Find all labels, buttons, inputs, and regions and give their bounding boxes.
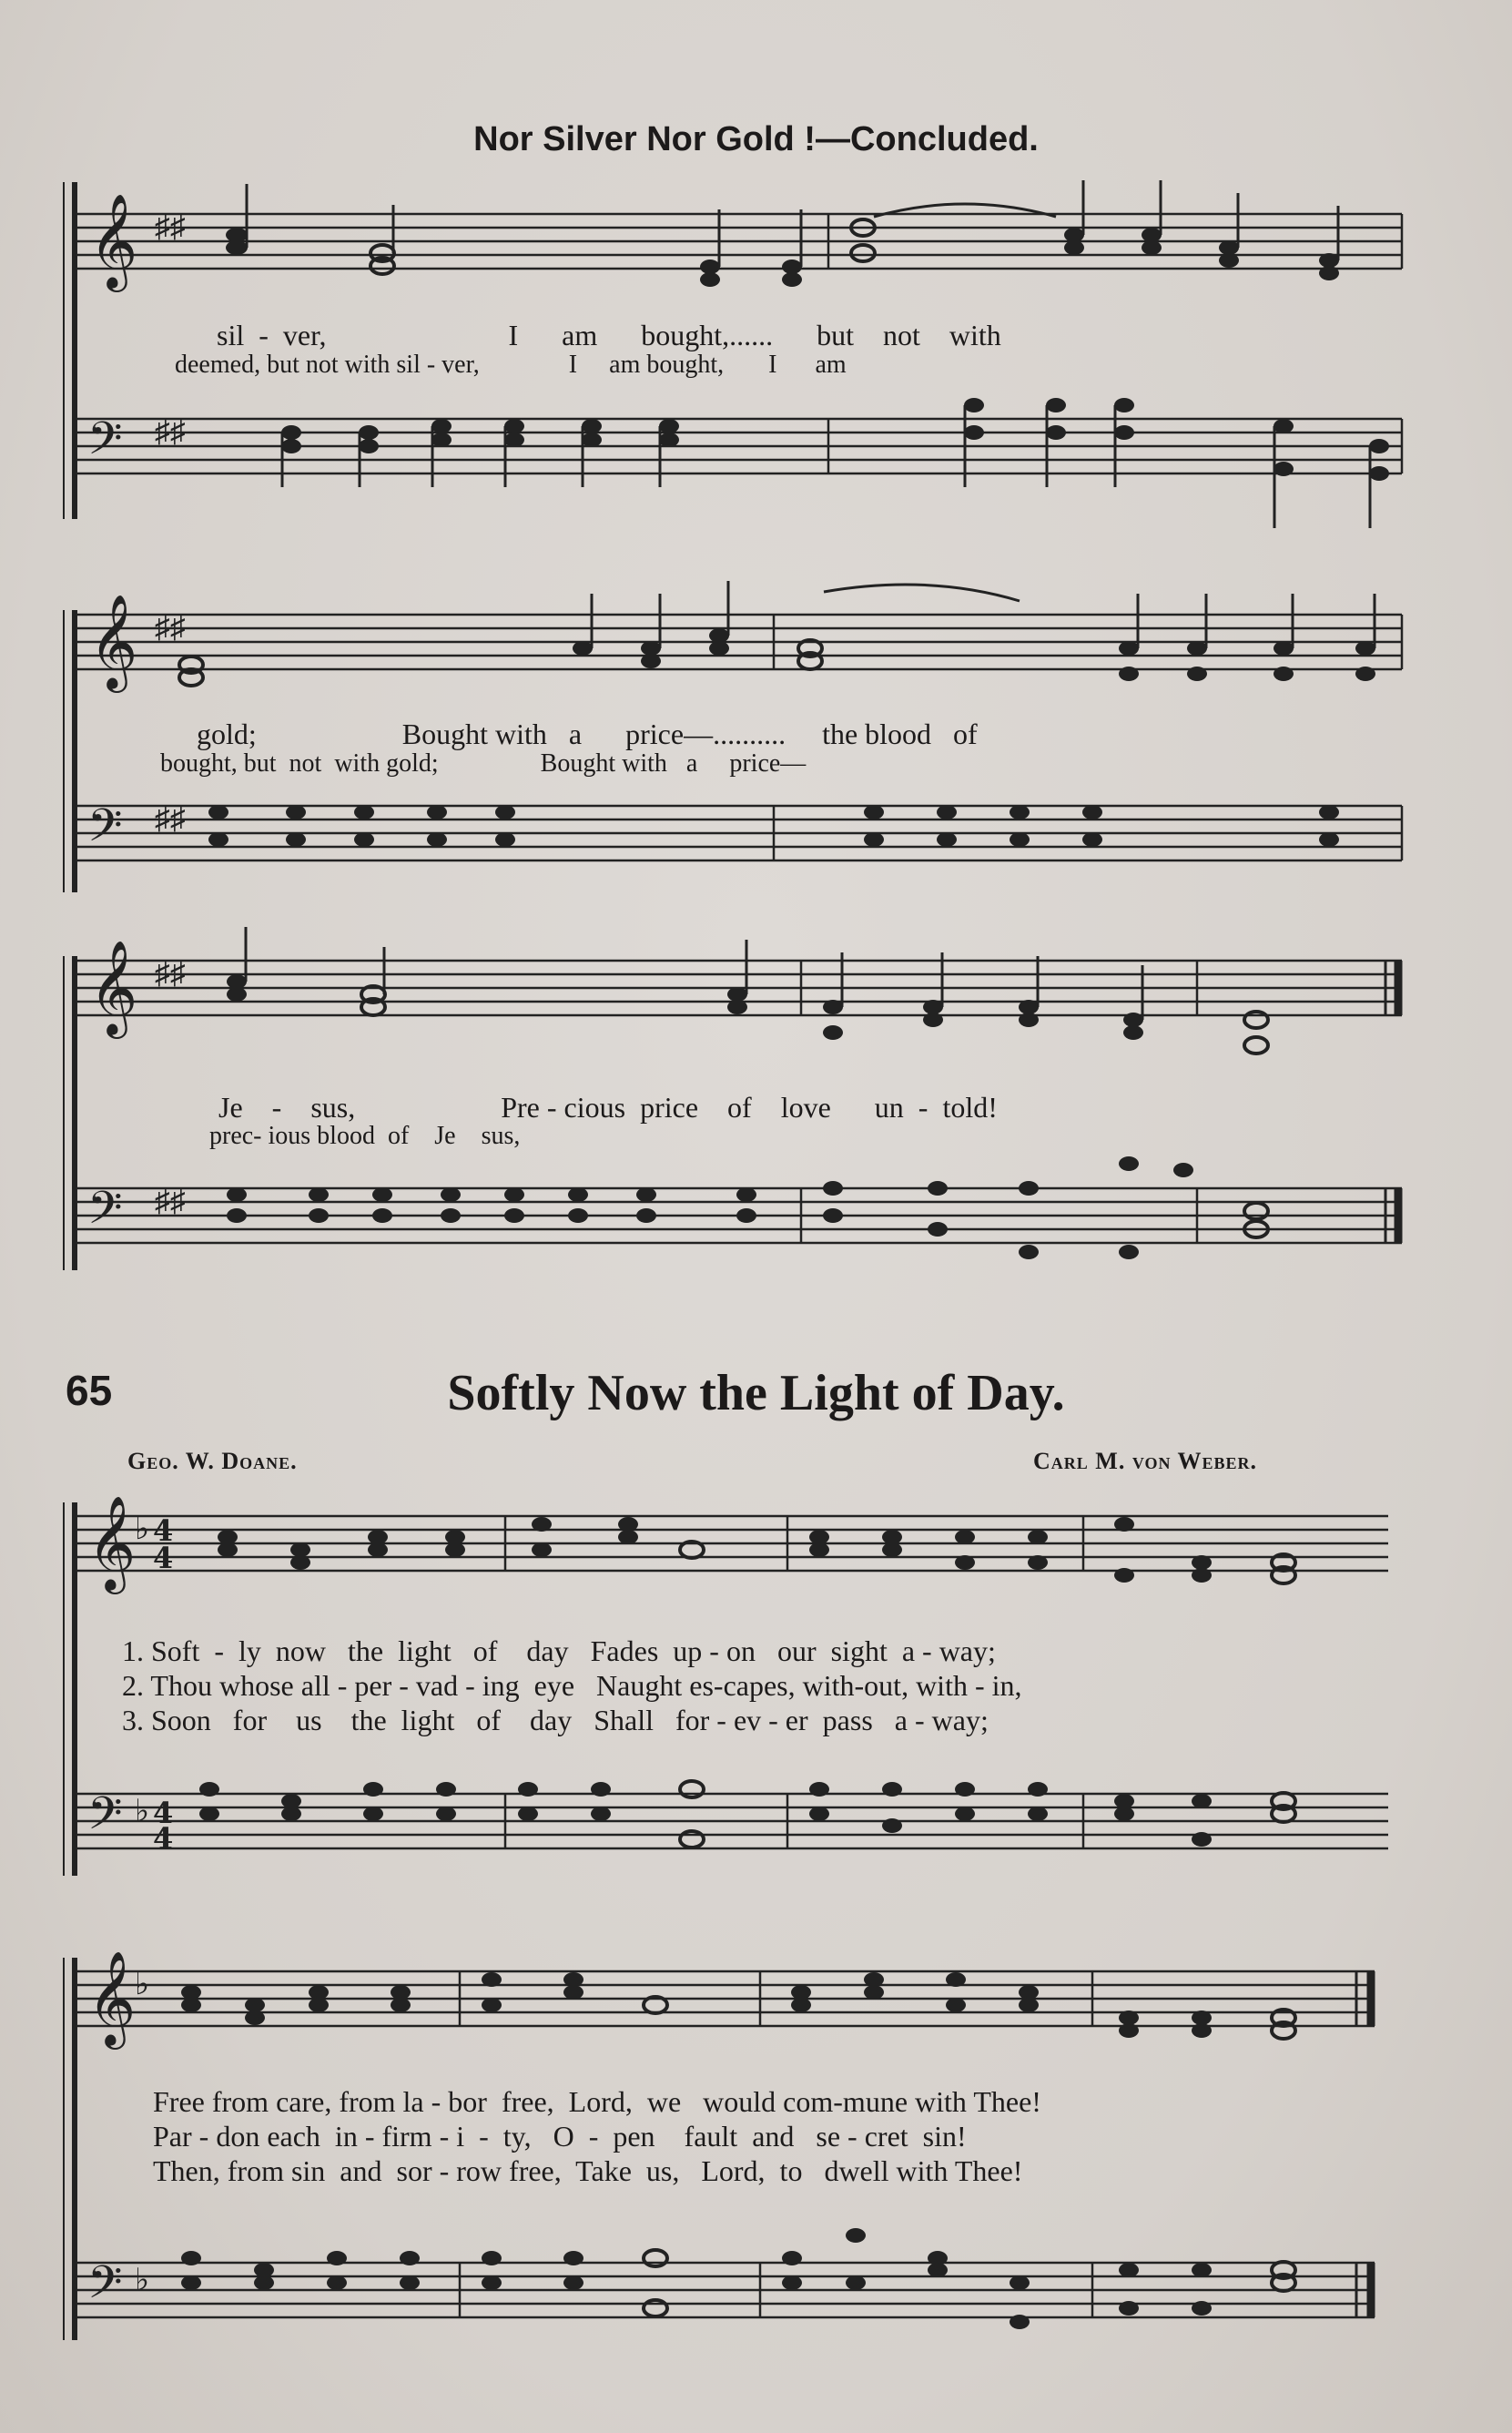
verse-line-3a: 3. Soon for us the light of day Shall for - ev - er pass a - way; — [122, 1704, 989, 1736]
svg-text:𝄞: 𝄞 — [89, 940, 138, 1035]
svg-text:♯♯: ♯♯ — [155, 415, 186, 449]
svg-text:𝄞: 𝄞 — [87, 1495, 137, 1591]
page-header-title: Nor Silver Nor Gold !—Concluded. — [473, 120, 1039, 158]
svg-text:𝄢: 𝄢 — [87, 1787, 123, 1851]
svg-text:𝄞: 𝄞 — [89, 193, 138, 289]
lyric-line-treble-2: gold; Bought with a price—.......... the blood of — [197, 718, 978, 750]
svg-text:4: 4 — [153, 1541, 174, 1575]
svg-text:𝄞: 𝄞 — [89, 594, 138, 689]
svg-text:♭: ♭ — [135, 1795, 150, 1828]
lyric-line-bass-2: bought, but not with gold; Bought with a price— — [160, 749, 807, 778]
svg-text:♯♯: ♯♯ — [155, 957, 186, 991]
lyric-line-bass-1: deemed, but not with sil - ver, I am bought, I am — [175, 351, 847, 379]
author-credit: Geo. W. Doane. — [127, 1448, 298, 1474]
lyric-line-bass-3: prec- ious blood of Je sus, — [209, 1122, 521, 1150]
svg-text:𝄞: 𝄞 — [87, 1950, 137, 2046]
svg-text:♯♯: ♯♯ — [155, 210, 186, 244]
svg-text:𝄢: 𝄢 — [87, 2256, 123, 2320]
svg-text:𝄢: 𝄢 — [87, 412, 123, 476]
verse-line-1a: 1. Soft - ly now the light of day Fades up - on our sight a - way; — [122, 1634, 996, 1667]
svg-text:♭: ♭ — [135, 1968, 150, 2001]
composer-credit: Carl M. von Weber. — [1033, 1448, 1258, 1474]
svg-text:4: 4 — [153, 1821, 174, 1856]
bass-staff — [75, 419, 1402, 473]
svg-text:♯♯: ♯♯ — [155, 1185, 186, 1218]
verse-line-1b: Free from care, from la - bor free, Lord, we would com-mune with Thee! — [153, 2085, 1041, 2118]
svg-text:♭: ♭ — [135, 1512, 150, 1546]
svg-text:4: 4 — [153, 1513, 174, 1548]
verse-line-2a: 2. Thou whose all - per - vad - ing eye Naught es-capes, with-out, with - in, — [122, 1669, 1022, 1702]
lyric-line-treble-3: Je - sus, Pre - cious price of love un - told! — [218, 1091, 998, 1124]
svg-text:𝄢: 𝄢 — [87, 1182, 123, 1246]
svg-text:♯♯: ♯♯ — [155, 611, 186, 645]
svg-text:♯♯: ♯♯ — [155, 802, 186, 836]
lyric-line-treble-1: sil - ver, I am bought,...... but not with — [217, 319, 1001, 351]
verse-line-2b: Par - don each in - firm - i - ty, O - pen fault and se - cret sin! — [153, 2120, 967, 2153]
verse-line-3b: Then, from sin and sor - row free, Take us, Lord, to dwell with Thee! — [153, 2154, 1023, 2187]
svg-text:4: 4 — [153, 1796, 174, 1830]
hymn-title: Softly Now the Light of Day. — [447, 1365, 1065, 1421]
hymn-system-2 — [55, 1939, 1420, 2367]
svg-text:♭: ♭ — [135, 2264, 150, 2297]
treble-staff — [75, 214, 1402, 269]
svg-text:𝄢: 𝄢 — [87, 799, 123, 863]
hymn-number: 65 — [66, 1367, 113, 1414]
